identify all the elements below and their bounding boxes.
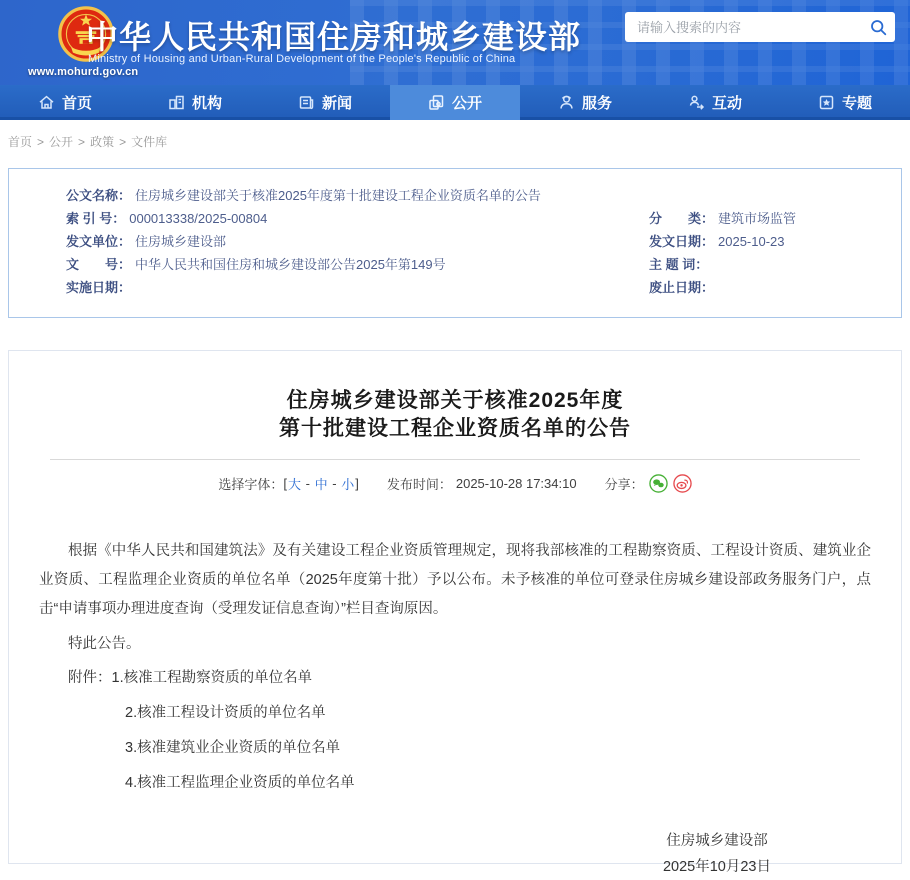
wechat-share-icon[interactable] [649,474,668,493]
article-paragraph: 根据《中华人民共和国建筑法》及有关建设工程企业资质管理规定，现将我部核准的工程勘察资质、工程设计资质、建筑业企业资质、工程监理企业资质的单位名单（2025年度第十批）予以公布。未予核准的单位可登录住房城乡建设部政务服务门户，点击“申请事项办理进度查询（受理发证信息查询）”栏目查询原因。 [39,543,871,617]
subject-words-label: 主 题 词： [649,257,709,272]
font-selector-label: 选择字体： [218,477,284,492]
font-size-medium[interactable]: 中 [314,477,328,492]
breadcrumb-disclosure[interactable]: 公开 [49,135,74,149]
nav-label: 公开 [451,95,482,112]
attachments-block [39,667,871,794]
attachments-first-line [39,667,871,689]
search-input[interactable] [625,12,861,42]
meta-row [66,258,901,272]
publish-time-value: 2025-10-28 17:34:10 [455,476,577,491]
doc-name-value: 住房城乡建设部关于核准2025年度第十批建设工程企业资质名单的公告 [135,188,541,203]
search-icon [870,19,887,36]
article-title [9,387,901,443]
nav-label: 互动 [711,95,742,112]
article-title-line1: 住房城乡建设部关于核准2025年度 [286,389,624,412]
breadcrumb-policy[interactable]: 政策 [90,135,115,149]
nav-label: 机构 [191,95,222,112]
notice-line: 特此公告。 [68,636,141,652]
breadcrumb-home[interactable]: 首页 [8,135,33,149]
publish-time [387,474,577,493]
breadcrumb [8,133,167,150]
search-box[interactable] [625,12,895,42]
nav-tab-disclosure[interactable] [390,85,520,120]
category-value: 建筑市场监管 [718,211,797,226]
service-icon [558,94,575,111]
interaction-icon [688,94,705,111]
issuing-unit-value: 住房城乡建设部 [135,234,227,249]
attachment-link-3[interactable]: 3.核准建筑业企业资质的单位名单 [125,740,341,756]
index-number-value: 000013338/2025-00804 [129,211,268,226]
attachment-link-4[interactable]: 4.核准工程监理企业资质的单位名单 [125,775,355,791]
nav-tab-news[interactable] [260,85,390,120]
publish-time-label: 发布时间： [386,477,452,492]
breadcrumb-separator: > [119,135,127,149]
signature-block [663,828,771,880]
nav-tab-interaction[interactable] [650,85,780,120]
nav-tab-service[interactable] [520,85,650,120]
nav-tab-home[interactable] [0,85,130,120]
signature-unit: 住房城乡建设部 [666,833,768,849]
disclosure-icon [428,94,445,111]
news-icon [298,94,315,111]
category-label: 分 类： [649,211,715,226]
nav-label: 新闻 [321,95,352,112]
title-divider [50,459,860,460]
weibo-share-icon[interactable] [673,474,692,493]
article-panel [8,350,902,875]
topics-icon [818,94,835,111]
attachment-link-2[interactable]: 2.核准工程设计资质的单位名单 [125,705,326,721]
document-meta-box [8,168,902,318]
doc-number-value: 中华人民共和国住房和城乡建设部公告2025年第149号 [135,257,446,272]
meta-row [66,235,901,249]
site-title-english: Ministry of Housing and Urban-Rural Development of the People's Republic of China [88,53,516,65]
signature-date: 2025年10月23日 [662,859,771,875]
breadcrumb-separator: > [37,135,45,149]
site-title: 中华人民共和国住房和城乡建设部 [86,19,582,55]
issue-date-value: 2025-10-23 [718,234,785,249]
font-size-selector [218,474,358,493]
article-meta-bar [9,474,901,493]
nav-tab-topics[interactable] [780,85,910,120]
share-label: 分享： [604,477,644,492]
meta-row-doc-name [66,189,901,203]
meta-row [66,212,901,226]
article-title-line2: 第十批建设工程企业资质名单的公告 [279,417,631,440]
issuing-unit-label: 发文单位： [66,234,132,249]
attachments-label: 附件： [68,670,112,686]
index-number-label: 索 引 号： [66,211,126,226]
search-button[interactable] [861,12,895,42]
attachment-link-1[interactable]: 1.核准工程勘察资质的单位名单 [111,670,313,686]
repeal-date-label: 废止日期： [649,280,715,295]
font-size-separator: - [328,476,341,491]
bracket-open: [ [283,476,288,491]
nav-label: 首页 [61,95,92,112]
issue-date-label: 发文日期： [649,234,715,249]
effective-date-label: 实施日期： [66,280,132,295]
breadcrumb-library[interactable]: 文件库 [131,135,168,149]
breadcrumb-separator: > [78,135,86,149]
font-size-small[interactable]: 小 [341,477,355,492]
font-size-separator: - [302,476,314,491]
meta-row [66,281,901,295]
doc-number-label: 文 号： [66,257,132,272]
site-url: www.mohurd.gov.cn [28,66,139,78]
nav-label: 服务 [581,95,612,112]
bracket-close: ] [355,476,359,491]
font-size-large[interactable]: 大 [288,477,302,492]
organization-icon [168,94,185,111]
share-area [605,474,692,493]
site-header [0,0,910,85]
doc-name-label: 公文名称： [66,188,132,203]
nav-tab-organization[interactable] [130,85,260,120]
main-nav [0,85,910,120]
home-icon [38,94,55,111]
nav-label: 专题 [841,95,872,112]
